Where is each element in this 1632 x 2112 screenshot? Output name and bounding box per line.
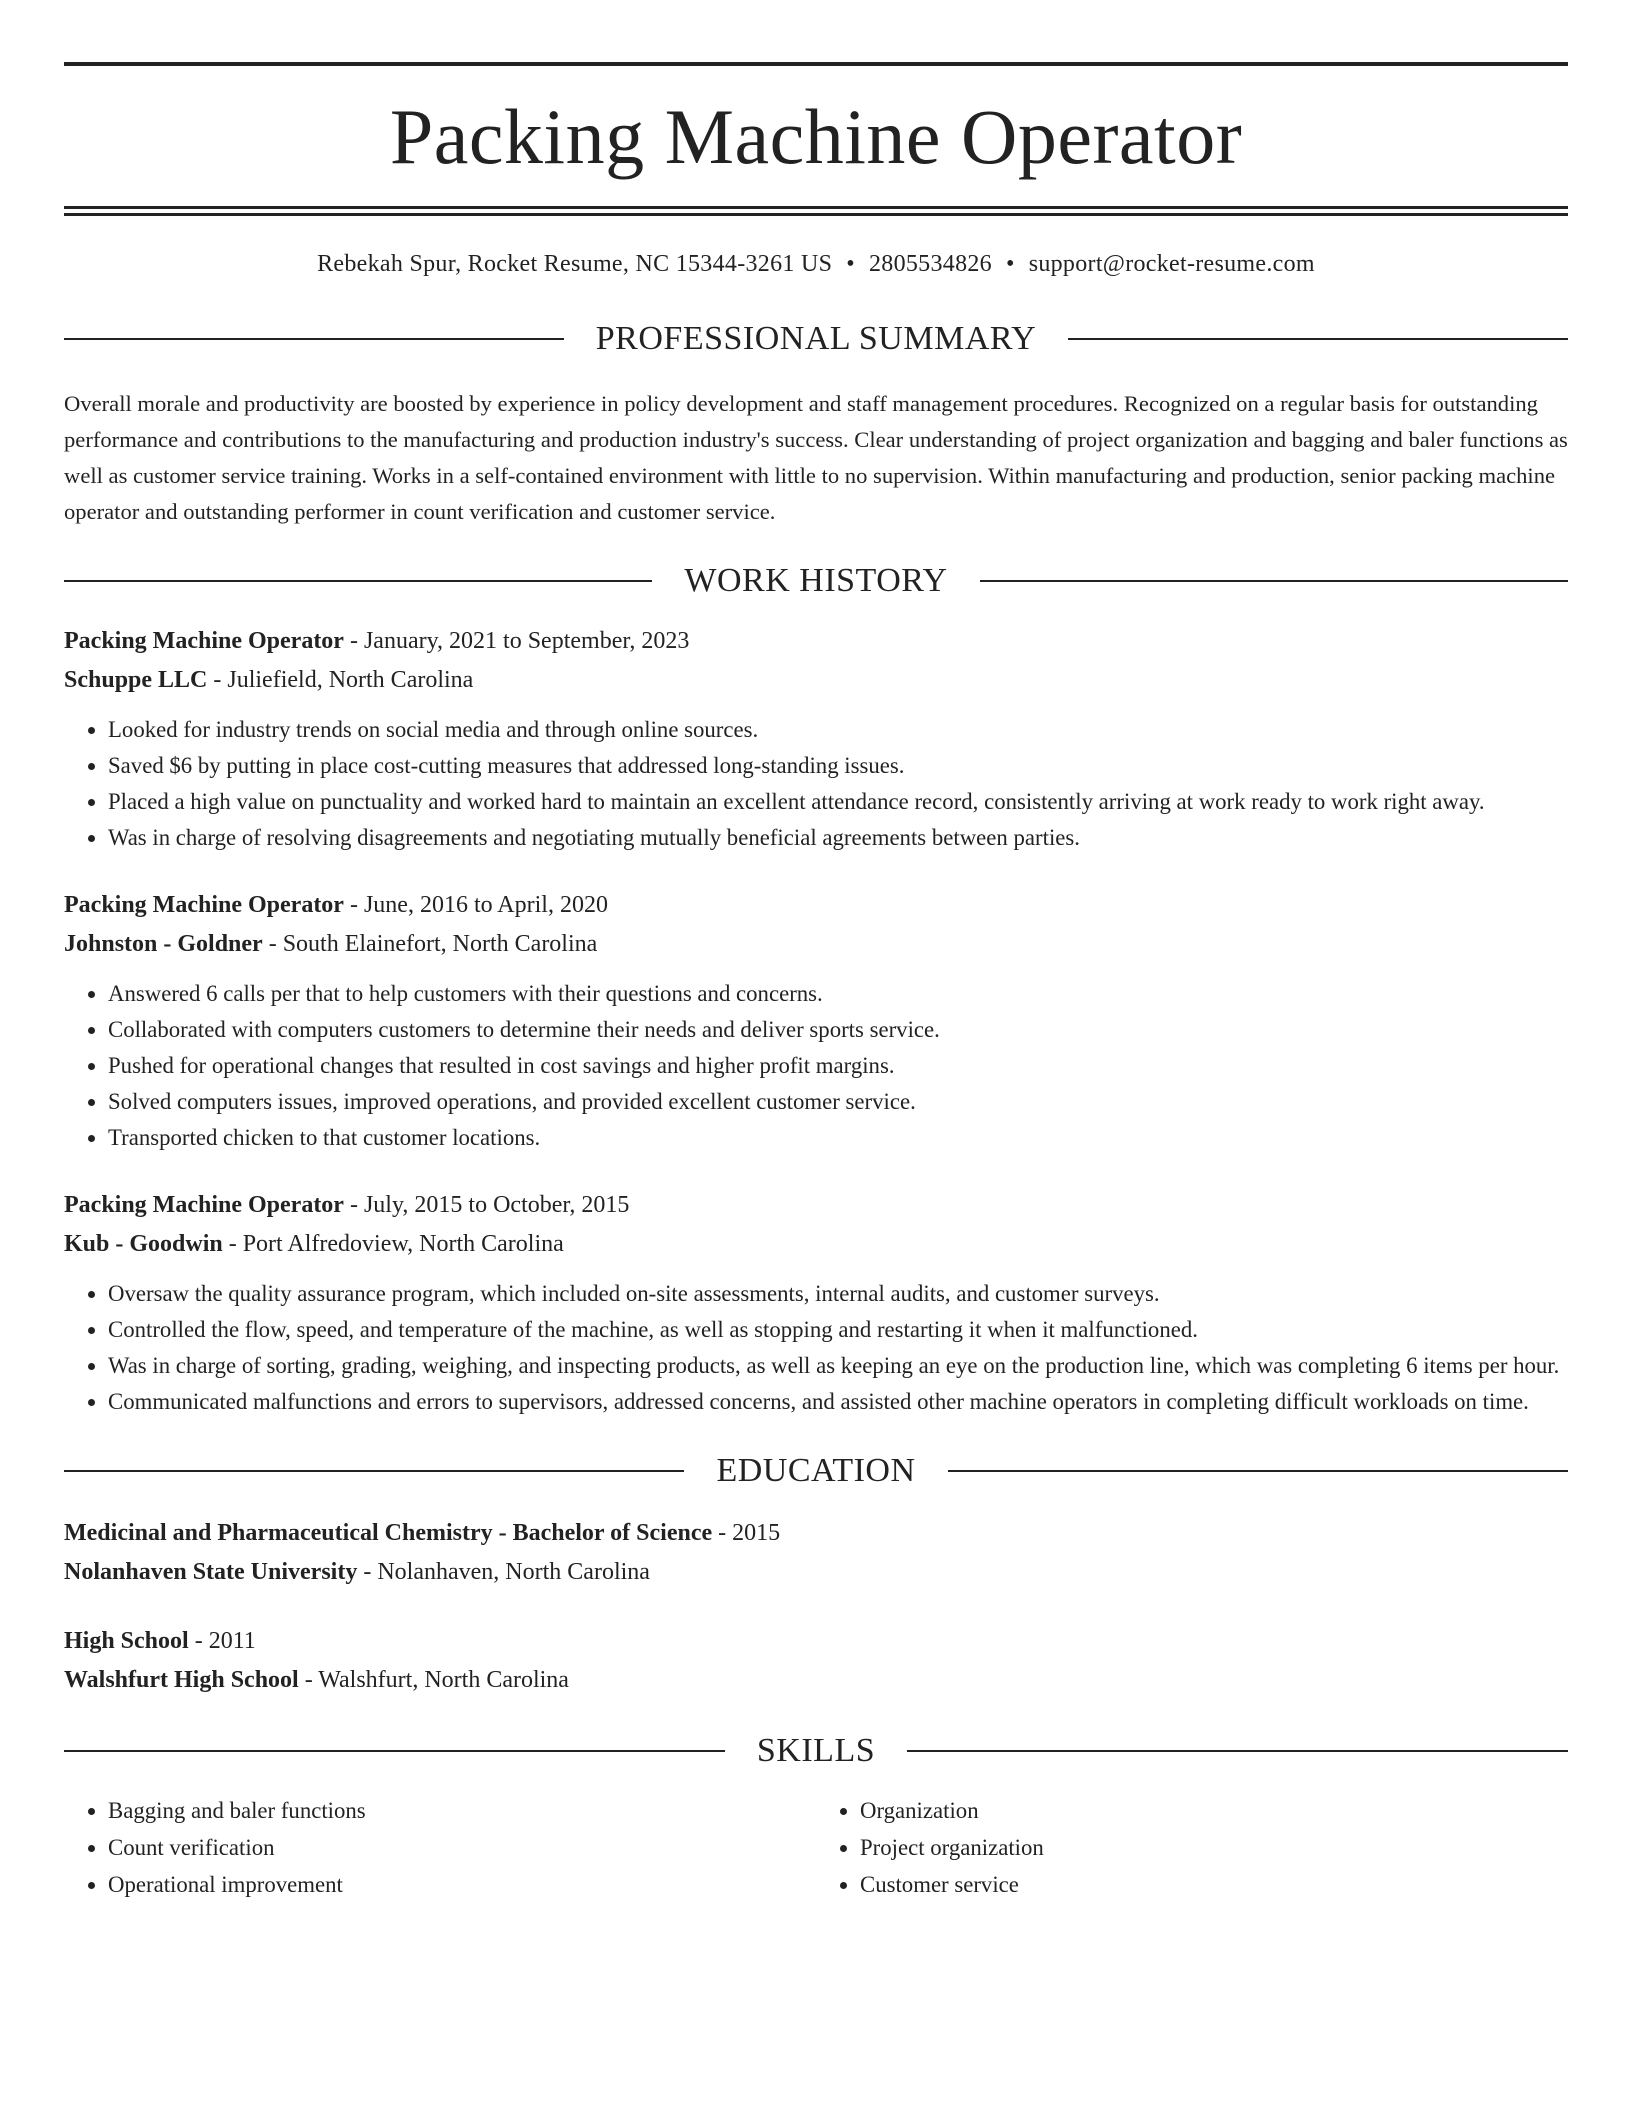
section-rule xyxy=(64,1470,684,1472)
education-degree-row xyxy=(64,1514,1568,1553)
job-bullet: • Pushed for operational changes that resulted in cost savings and higher profit margins. xyxy=(108,1048,1568,1084)
education-school-row xyxy=(64,1553,1568,1592)
job-bullet: • Transported chicken to that customer locations. xyxy=(108,1120,1568,1156)
job-bullet: • Saved $6 by putting in place cost-cutting measures that addressed long-standing issues. xyxy=(108,748,1568,784)
job-bullet: • Looked for industry trends on social media and through online sources. xyxy=(108,712,1568,748)
section-rule xyxy=(1068,338,1568,340)
education-section-heading xyxy=(64,1454,1568,1488)
job-location: - Port Alfredoview, North Carolina xyxy=(222,1231,564,1257)
skills-list xyxy=(64,1792,1568,1903)
skill-item: • Operational improvement xyxy=(108,1866,816,1903)
job-entry xyxy=(64,622,1568,856)
section-rule xyxy=(64,1750,725,1752)
education-degree: High School xyxy=(64,1628,189,1654)
section-rule xyxy=(64,580,652,582)
job-bullets xyxy=(64,712,1568,856)
section-rule xyxy=(907,1750,1568,1752)
contact-phone: 2805534826 xyxy=(868,251,992,277)
job-entry xyxy=(64,1186,1568,1420)
job-bullet: • Was in charge of resolving disagreements and negotiating mutually beneficial agreements between parties. xyxy=(108,820,1568,856)
education-entry xyxy=(64,1514,1568,1592)
education-year: - 2011 xyxy=(188,1628,256,1654)
job-company-row xyxy=(64,661,1568,700)
skill-item: • Count verification xyxy=(108,1829,816,1866)
job-dates: - June, 2016 to April, 2020 xyxy=(343,892,608,918)
summary-section-heading xyxy=(64,322,1568,356)
education-school: Nolanhaven State University xyxy=(64,1559,358,1585)
job-company-row xyxy=(64,925,1568,964)
skill-item: • Project organization xyxy=(860,1829,1568,1866)
contact-line xyxy=(64,252,1568,276)
job-company: Johnston - Goldner xyxy=(64,931,263,957)
section-rule xyxy=(948,1470,1568,1472)
job-title: Packing Machine Operator xyxy=(64,1192,344,1218)
skill-item: • Organization xyxy=(860,1792,1568,1829)
job-bullet: • Communicated malfunctions and errors to supervisors, addressed concerns, and assisted other machine operators in completing difficult workloads on time. xyxy=(108,1384,1568,1420)
job-dates: - January, 2021 to September, 2023 xyxy=(343,628,690,654)
skills-column-left xyxy=(64,1792,816,1903)
job-title: Packing Machine Operator xyxy=(64,892,344,918)
header-top-rule xyxy=(64,62,1568,66)
contact-separator: • xyxy=(846,251,855,277)
job-bullet: • Placed a high value on punctuality and worked hard to maintain an excellent attendance record, consistently arriving at work ready to work right away. xyxy=(108,784,1568,820)
job-location: - South Elainefort, North Carolina xyxy=(262,931,598,957)
job-bullet: • Solved computers issues, improved operations, and provided excellent customer service. xyxy=(108,1084,1568,1120)
skills-section-heading xyxy=(64,1734,1568,1768)
job-company: Kub - Goodwin xyxy=(64,1231,223,1257)
contact-address: Rebekah Spur, Rocket Resume, NC 15344-3261 US xyxy=(317,251,833,277)
job-title-row xyxy=(64,1186,1568,1225)
education-entry xyxy=(64,1622,1568,1700)
section-title: SKILLS xyxy=(756,1732,876,1769)
job-bullet: • Oversaw the quality assurance program, which included on-site assessments, internal audits, and customer surveys. xyxy=(108,1276,1568,1312)
job-bullet: • Collaborated with computers customers to determine their needs and deliver sports service. xyxy=(108,1012,1568,1048)
job-company: Schuppe LLC xyxy=(64,667,208,693)
job-location: - Juliefield, North Carolina xyxy=(207,667,474,693)
section-rule xyxy=(980,580,1568,582)
section-rule xyxy=(64,338,564,340)
education-degree-row xyxy=(64,1622,1568,1661)
job-bullets xyxy=(64,976,1568,1156)
contact-separator: • xyxy=(1005,251,1015,277)
skills-column-right xyxy=(816,1792,1568,1903)
education-location: - Nolanhaven, North Carolina xyxy=(357,1559,650,1585)
section-title: EDUCATION xyxy=(716,1452,916,1489)
summary-text: Overall morale and productivity are boosted by experience in policy development and staff management procedures. Recognized on a regular basis for outstanding performance and contributions to the manufacturing and production industry's success. Clear understanding of project organization and bagging and baler functions as well as customer service training. Works in a self-contained environment with little to no supervision. Within manufacturing and production, senior packing machine operator and outstanding performer in count verification and customer service. xyxy=(64,391,1568,524)
skill-item: • Bagging and baler functions xyxy=(108,1792,816,1829)
job-bullets xyxy=(64,1276,1568,1420)
job-entry xyxy=(64,886,1568,1156)
section-title: PROFESSIONAL SUMMARY xyxy=(595,320,1037,357)
education-degree: Medicinal and Pharmaceutical Chemistry - Bachelor of Science xyxy=(64,1520,713,1546)
header-double-rule xyxy=(64,206,1568,216)
job-bullet: • Was in charge of sorting, grading, weighing, and inspecting products, as well as keeping an eye on the production line, which was completing 6 items per hour. xyxy=(108,1348,1568,1384)
job-title-row xyxy=(64,886,1568,925)
contact-email: support@rocket-resume.com xyxy=(1028,251,1315,277)
section-title: WORK HISTORY xyxy=(684,562,948,599)
skill-item: • Customer service xyxy=(860,1866,1568,1903)
job-bullet: • Controlled the flow, speed, and temperature of the machine, as well as stopping and restarting it when it malfunctioned. xyxy=(108,1312,1568,1348)
education-school: Walshfurt High School xyxy=(64,1667,299,1693)
resume-title: Packing Machine Operator xyxy=(389,93,1243,180)
job-bullet: • Answered 6 calls per that to help customers with their questions and concerns. xyxy=(108,976,1568,1012)
education-location: - Walshfurt, North Carolina xyxy=(298,1667,569,1693)
work-history-section-heading xyxy=(64,564,1568,598)
job-title-row xyxy=(64,622,1568,661)
job-dates: - July, 2015 to October, 2015 xyxy=(343,1192,630,1218)
job-title: Packing Machine Operator xyxy=(64,628,344,654)
education-school-row xyxy=(64,1661,1568,1700)
education-year: - 2015 xyxy=(712,1520,781,1546)
job-company-row xyxy=(64,1225,1568,1264)
